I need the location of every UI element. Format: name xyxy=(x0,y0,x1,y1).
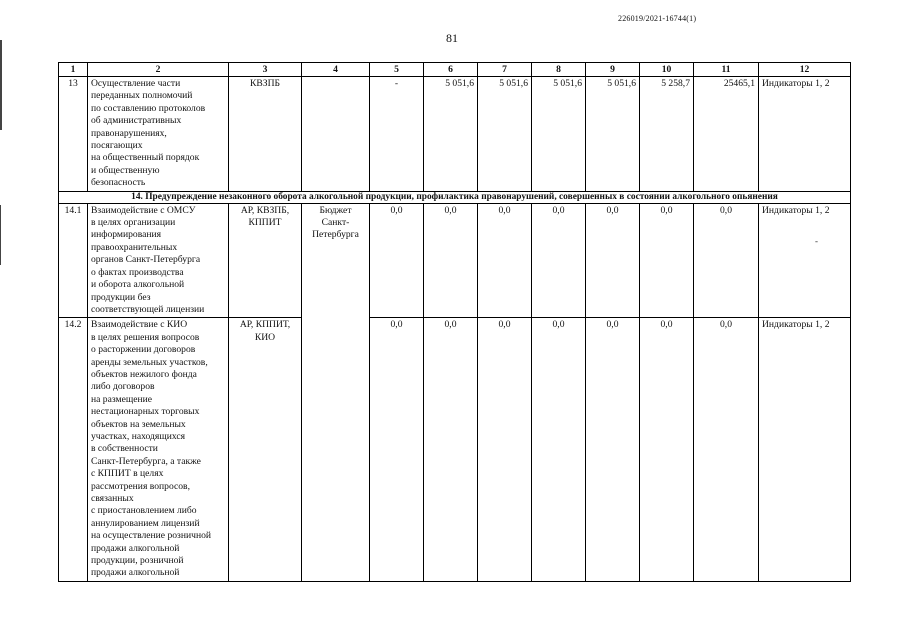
value-cell: 5 051,6 xyxy=(586,77,640,192)
value-cell: 0,0 xyxy=(532,318,586,582)
value-cell: 0,0 xyxy=(640,318,694,582)
indicator-cell: Индикаторы 1, 2 xyxy=(759,318,851,582)
table-row xyxy=(59,318,851,582)
value-cell: 0,0 xyxy=(694,318,759,582)
column-header: 12 xyxy=(759,63,851,77)
executor-cell: АР, КВЗПБ, КППИТ xyxy=(229,203,302,318)
column-header: 5 xyxy=(370,63,424,77)
header-row xyxy=(59,63,851,77)
value-cell: 5 051,6 xyxy=(424,77,478,192)
value-cell: - xyxy=(370,77,424,192)
section-heading-row xyxy=(59,191,851,203)
indicator-cell: Индикаторы 1, 2 xyxy=(759,203,851,318)
page-number: 81 xyxy=(446,31,458,45)
value-cell: 0,0 xyxy=(424,318,478,582)
document-id: 226019/2021-16744(1) xyxy=(618,14,697,23)
value-cell: 0,0 xyxy=(532,203,586,318)
value-cell: 5 051,6 xyxy=(532,77,586,192)
executor-cell: КВЗПБ xyxy=(229,77,302,192)
column-header: 1 xyxy=(59,63,88,77)
executor-cell: АР, КППИТ, КИО xyxy=(229,318,302,582)
column-header: 10 xyxy=(640,63,694,77)
value-cell: 0,0 xyxy=(694,203,759,318)
row-number: 13 xyxy=(59,77,88,192)
column-header: 9 xyxy=(586,63,640,77)
table-row xyxy=(59,203,851,318)
column-header: 6 xyxy=(424,63,478,77)
value-cell: 5 258,7 xyxy=(640,77,694,192)
value-cell: 0,0 xyxy=(586,203,640,318)
scan-edge-mark xyxy=(0,205,1,265)
section-title: 14. Предупреждение незаконного оборота алкогольной продукции, профилактика правонарушений, совершенных в состоянии алкогольного опьянения xyxy=(59,191,851,203)
funding-source: Бюджет Санкт- Петербурга xyxy=(302,203,370,581)
value-cell: 0,0 xyxy=(424,203,478,318)
value-cell: 0,0 xyxy=(370,318,424,582)
value-cell: 0,0 xyxy=(478,203,532,318)
measure-description: Осуществление части переданных полномочий по составлению протоколов об административных правонарушениях, посягающих на общественный порядок и общественную безопасность xyxy=(88,77,229,192)
column-header: 4 xyxy=(302,63,370,77)
value-cell: 0,0 xyxy=(370,203,424,318)
row-number: 14.2 xyxy=(59,318,88,582)
column-header: 3 xyxy=(229,63,302,77)
scan-edge-mark xyxy=(0,40,2,130)
column-header: 11 xyxy=(694,63,759,77)
row-number: 14.1 xyxy=(59,203,88,318)
value-cell: 0,0 xyxy=(586,318,640,582)
value-cell: 0,0 xyxy=(640,203,694,318)
measure-description: Взаимодействие с ОМСУ в целях организации информирования правоохранительных органов Санкт-Петербурга о фактах производства и оборота алкогольной продукции без соответствующей лицензии xyxy=(88,203,229,318)
value-cell: 0,0 xyxy=(478,318,532,582)
budget-table xyxy=(58,62,851,582)
measure-description: Взаимодействие с КИО в целях решения вопросов о расторжении договоров аренды земельных участков, объектов нежилого фонда либо договоров на размещение нестационарных торговых объектов на земельных участках, находящихся в собственности Санкт-Петербурга, а также с КППИТ в целях рассмотрения вопросов, связанных с приостановлением либо аннулированием лицензий на осуществление розничной продажи алкогольной продукции, розничной продажи алкогольной xyxy=(88,318,229,582)
value-cell: 25465,1 xyxy=(694,77,759,192)
indicator-cell: Индикаторы 1, 2 xyxy=(759,77,851,192)
table-row xyxy=(59,77,851,192)
scan-speck: - xyxy=(815,236,818,246)
value-cell: 5 051,6 xyxy=(478,77,532,192)
column-header: 8 xyxy=(532,63,586,77)
column-header: 2 xyxy=(88,63,229,77)
column-header: 7 xyxy=(478,63,532,77)
funding-source xyxy=(302,77,370,192)
